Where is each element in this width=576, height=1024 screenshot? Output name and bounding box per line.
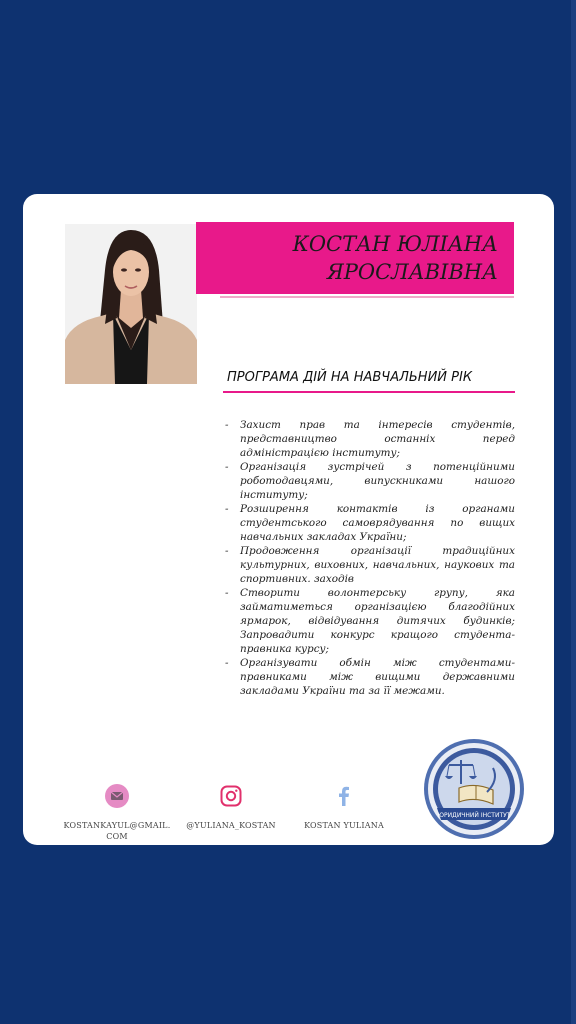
name-line-1: КОСТАН ЮЛІАНА [292,232,498,256]
institute-seal [423,738,525,840]
instagram-icon [219,784,243,808]
seal-banner-text: ЮРИДИЧНИЙ ІНСТИТУТ [437,812,511,819]
list-item-text: Організація зустрічей з потенційними роботодавцями, випускниками нашого інституту; [240,461,515,501]
list-item: - Захист прав та інтересів студентів, представництво останніх перед адміністрацією інституту; [225,419,515,459]
page-edge [571,0,576,1024]
list-item-text: Захист прав та інтересів студентів, представництво останніх перед адміністрацією інституту; [240,419,515,459]
program-title: ПРОГРАМА ДІЙ НА НАВЧАЛЬНИЙ РІК [227,370,473,385]
facebook-contact[interactable] [284,784,404,831]
mail-icon [105,784,129,808]
email-address: KOSTANKAYUL@GMAIL. COM [63,821,171,841]
email-contact[interactable] [57,784,177,842]
list-item: - Створити волонтерську групу, яка займатиметься організацією благодійних ярмарок, відвідування дитячих будинків; Запровадити конкурс кращого студента-правника курсу; [225,587,515,655]
facebook-icon [332,784,356,808]
name-banner [196,222,514,294]
list-item-text: Створити волонтерську групу, яка займатиметься організацією благодійних ярмарок, відвідування дитячих будинків; Запровадити конкурс кращого студента-правника курсу; [240,587,515,655]
name-underline [220,296,514,298]
portrait-image [65,224,197,384]
profile-card [23,194,554,845]
instagram-handle: @YULIANA_KOSTAN [186,821,276,830]
program-title-underline [223,391,515,393]
list-item: - Продовження організації традиційних культурних, виховних, навчальних, наукових та спортивних. заходів [225,545,515,585]
list-item-text: Розширення контактів із органами студентського самоврядування по вищих навчальних закладах України; [240,503,515,543]
list-item-text: Організувати обмін між студентами-правниками між вищими державними закладами України та за її межами. [240,657,515,697]
facebook-name: KOSTAN YULIANA [304,821,384,830]
list-item: - Організувати обмін між студентами-правниками між вищими державними закладами України та за її межами. [225,657,515,697]
list-item: - Організація зустрічей з потенційними роботодавцями, випускниками нашого інституту; [225,461,515,501]
list-item: - Розширення контактів із органами студентського самоврядування по вищих навчальних закладах України; [225,503,515,543]
program-list [223,418,515,698]
name-line-2: ЯРОСЛАВІВНА [326,260,498,284]
instagram-contact[interactable] [171,784,291,831]
list-item-text: Продовження організації традиційних культурних, виховних, навчальних, наукових та спортивних. заходів [240,545,515,585]
full-name [218,230,498,286]
portrait-photo [65,224,197,384]
